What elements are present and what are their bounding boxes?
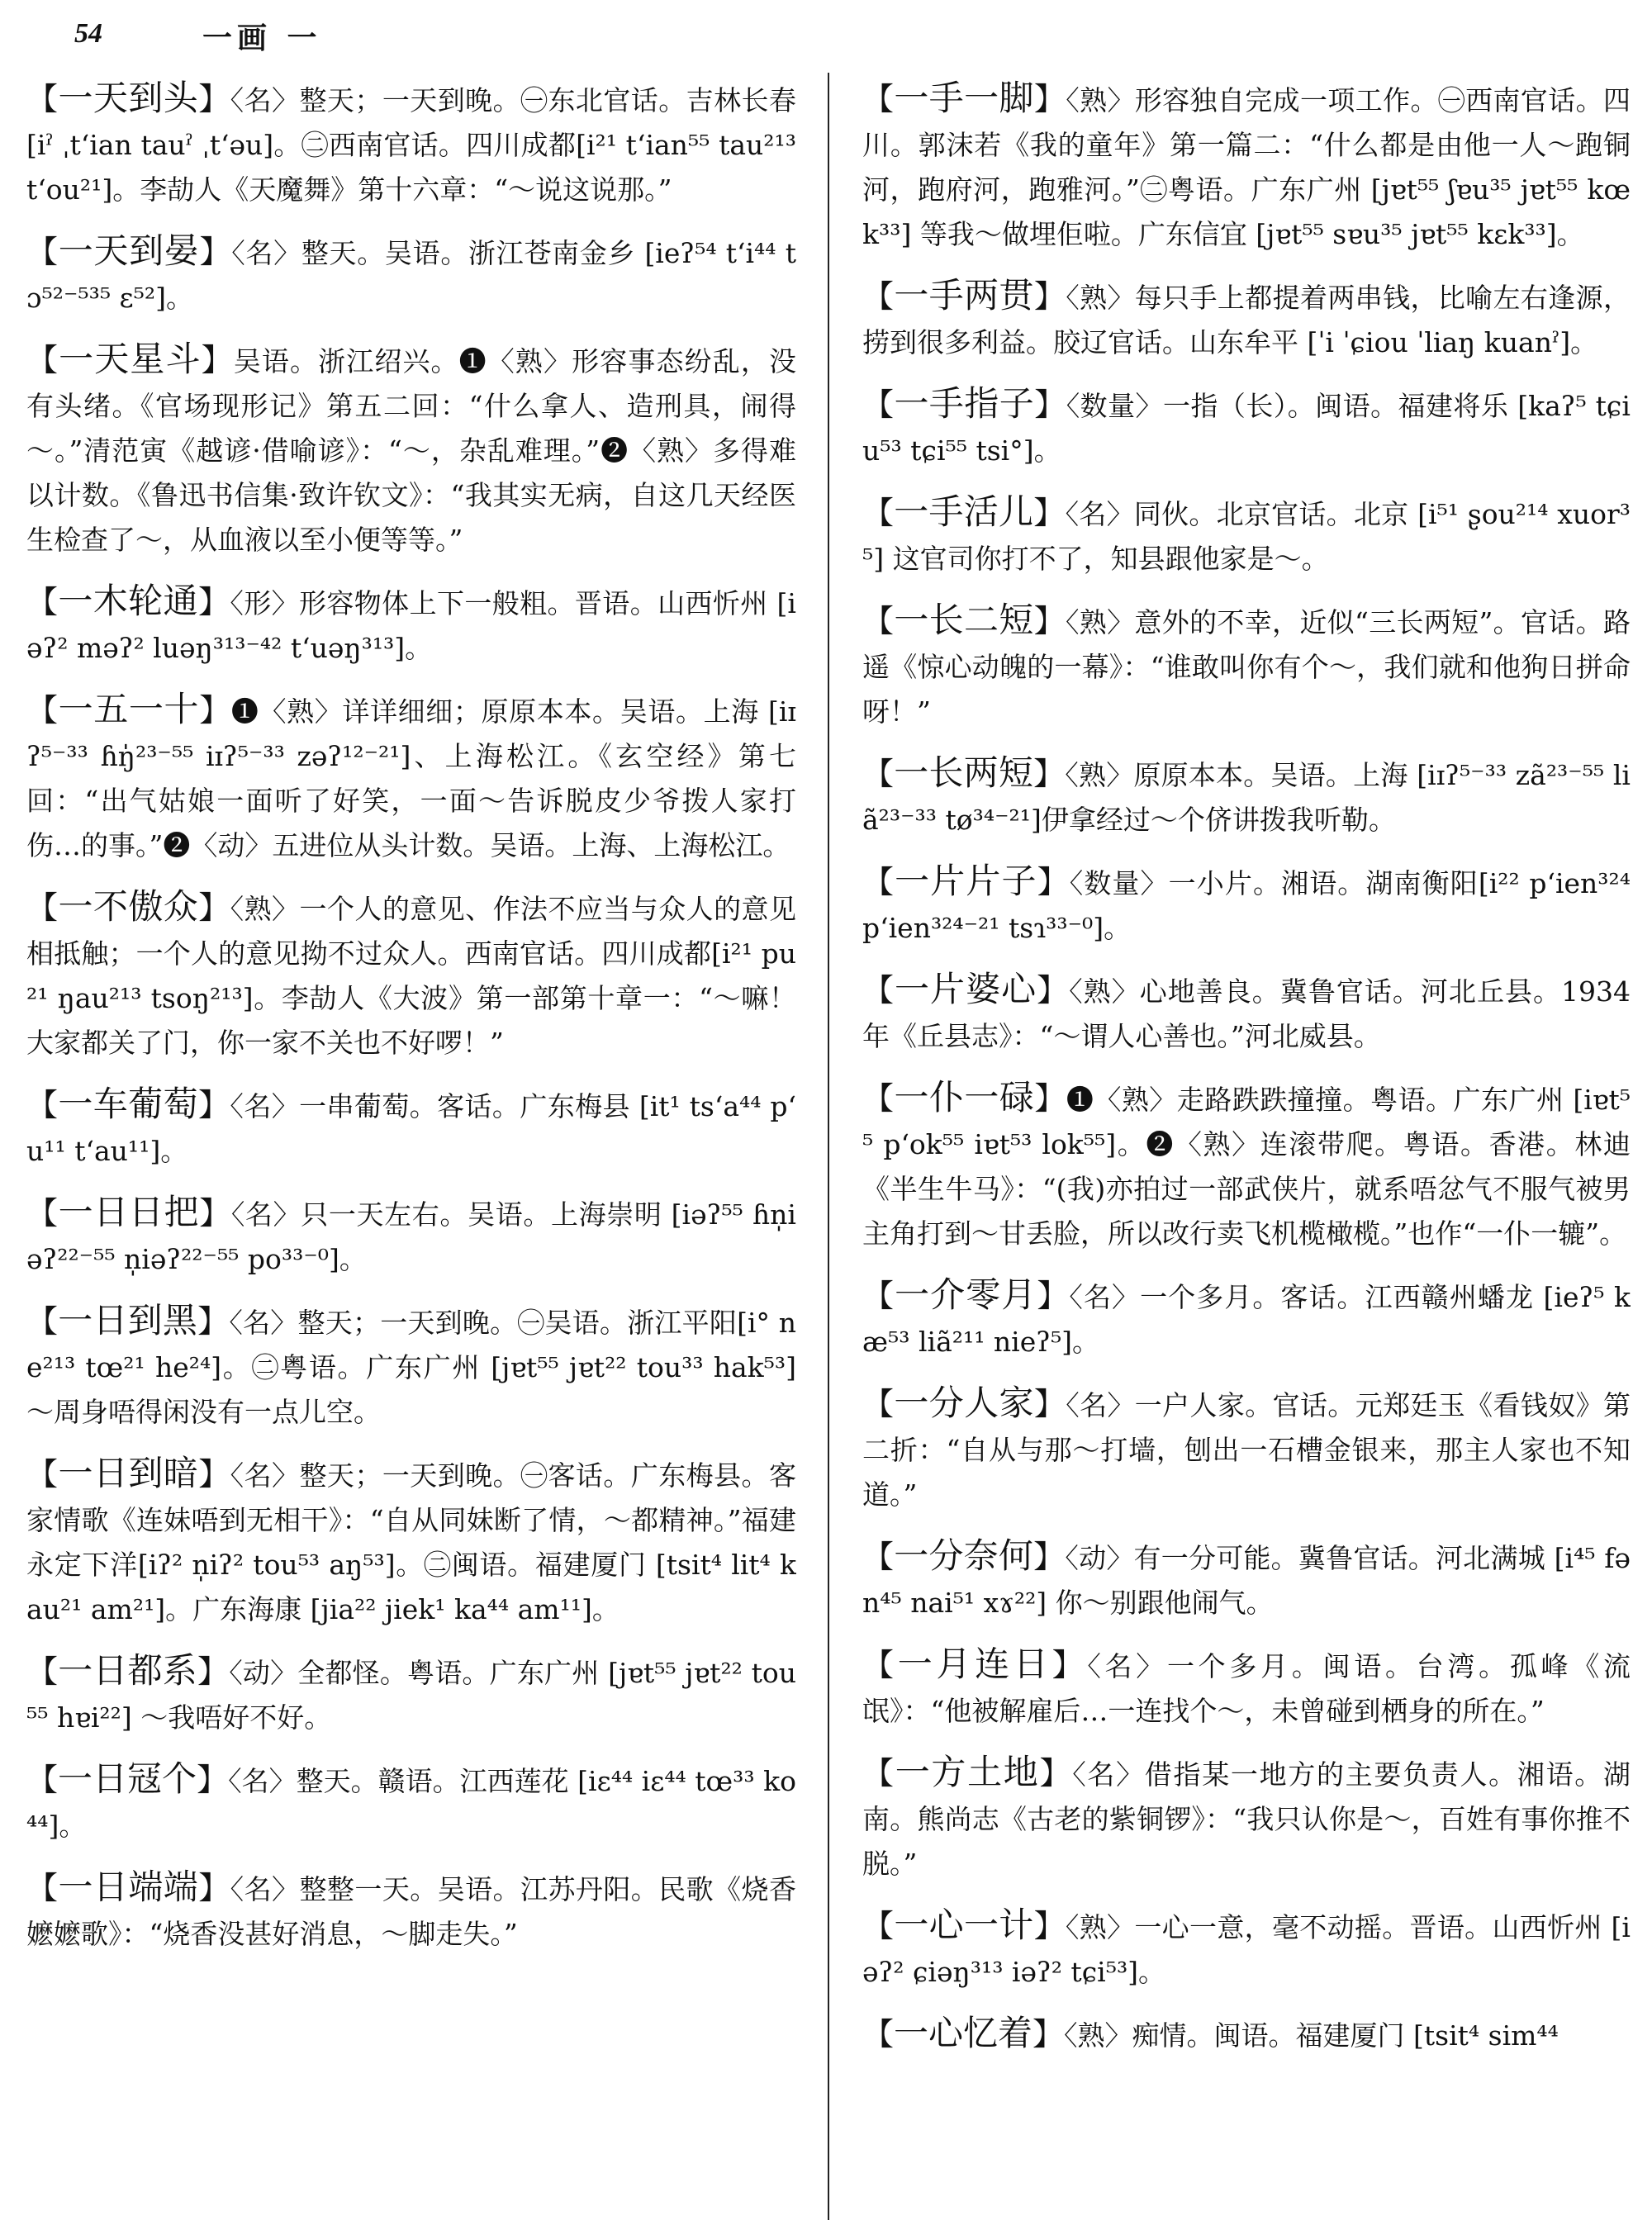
entry-headword: 一心忆着 [894, 2013, 1033, 2053]
entry-definition: 〈动〉有一分可能。冀鲁官话。河北满城 [i⁴⁵ fən⁴⁵ nai⁵¹ xɤ²²] 你～别跟他闹气。 [862, 1542, 1631, 1619]
entry-definition: 〈熟〉痴情。闽语。福建厦门 [tsit⁴ sim⁴⁴ [1064, 2019, 1559, 2052]
dictionary-entry: 【一长两短】〈熟〉原原本本。吴语。上海 [iɪʔ⁵⁻³³ zã²³⁻⁵⁵ liã²³⁻³³ tø³⁴⁻²¹]伊拿经过～个侪讲拨我听勒。 [862, 752, 1631, 836]
entry-definition: 〈名〉借指某一地方的主要负责人。湘语。湖南。熊尚志《古老的紫铜锣》：“我只认你是～，百姓有事你推不脱。” [862, 1758, 1631, 1880]
dictionary-entry: 【一日到黑】〈名〉整天；一天到晚。㊀吴语。浙江平阳[i° ne²¹³ tœ²¹ he²⁴]。㊁粤语。广东广州 [jɐt⁵⁵ jɐt²² tou³³ hak⁵³] ～周身唔得闲没有一点儿空。 [26, 1300, 796, 1428]
entry-headword: 一月连日 [897, 1644, 1052, 1684]
running-head: 一画 一 [202, 21, 322, 55]
dictionary-entry: 【一木轮通】〈形〉形容物体上下一般粗。晋语。山西忻州 [iəʔ² məʔ² luəŋ³¹³⁻⁴² tʻuəŋ³¹³]。 [26, 581, 796, 664]
entry-definition: 〈名〉一户人家。官话。元郑廷玉《看钱奴》第二折：“自从与那～打墙，刨出一石槽金银来，那主人家也不知道。” [862, 1389, 1631, 1511]
left-column [26, 76, 796, 2215]
entry-headword: 一片婆心 [895, 969, 1037, 1009]
entry-definition: 〈熟〉意外的不幸，近似“三长两短”。官话。路遥《惊心动魄的一幕》：“谁敢叫你有个～，我们就和他狗日拼命呀！” [862, 606, 1631, 728]
entry-headword: 一长两短 [894, 752, 1034, 793]
entry-definition: 〈熟〉一心一意，毫不动摇。晋语。山西忻州 [iəʔ² ɕiəŋ³¹³ iəʔ² tɕi⁵³]。 [862, 1911, 1631, 1988]
entry-definition: 〈名〉一个多月。客话。江西赣州蟠龙 [ieʔ⁵ kæ⁵³ liã²¹¹ nieʔ⁵]。 [862, 1281, 1631, 1358]
entry-headword: 一手一脚 [894, 78, 1034, 118]
entry-headword: 一五一十 [58, 689, 200, 729]
entry-headword: 一分奈何 [894, 1535, 1034, 1576]
entry-headword: 一日冦个 [58, 1758, 197, 1799]
dictionary-entry: 【一心忆着】〈熟〉痴情。闽语。福建厦门 [tsit⁴ sim⁴⁴ [862, 2013, 1559, 2053]
entry-definition: 〈名〉整天。赣语。江西莲花 [iɛ⁴⁴ iɛ⁴⁴ tœ³³ ko⁴⁴]。 [26, 1765, 796, 1842]
dictionary-entry: 【一手一脚】〈熟〉形容独自完成一项工作。㊀西南官话。四川。郭沫若《我的童年》第一篇二：“什么都是由他一人～跑铜河，跑府河，跑雅河。”㊁粤语。广东广州 [jɐt⁵⁵ ʃɐu³⁵ jɐt⁵⁵ kœk³³] 等我～做埋佢啦。广东信宜 [jɐt⁵⁵ sɐu³⁵ jɐt⁵⁵ kɛk³³]。 [862, 78, 1631, 250]
entry-definition: 〈名〉同伙。北京官话。北京 [i⁵¹ ʂou²¹⁴ xuor³⁵] 这官司你打不了，知县跟他家是～。 [862, 498, 1631, 575]
dictionary-entry: 【一天星斗】吴语。浙江绍兴。❶〈熟〉形容事态纷乱，没有头绪。《官场现形记》第五二回：“什么拿人、造刑具，闹得～。”清范寅《越谚·借喻谚》：“～，杂乱难理。”❷〈熟〉多得难以计数。《鲁迅书信集·致许钦文》：“我其实无病，自这几天经医生检查了～，从血液以至小便等等。” [26, 339, 796, 556]
dictionary-entry: 【一手活儿】〈名〉同伙。北京官话。北京 [i⁵¹ ʂou²¹⁴ xuor³⁵] 这官司你打不了，知县跟他家是～。 [862, 491, 1631, 575]
dictionary-entry: 【一长二短】〈熟〉意外的不幸，近似“三长两短”。官话。路遥《惊心动魄的一幕》：“谁敢叫你有个～，我们就和他狗日拼命呀！” [862, 600, 1631, 728]
dictionary-entry: 【一日都系】〈动〉全都怪。粤语。广东广州 [jɐt⁵⁵ jɐt²² tou⁵⁵ hɐi²²] ～我唔好不好。 [26, 1650, 796, 1734]
entry-headword: 一仆一碌 [894, 1077, 1035, 1117]
entry-definition: 〈名〉一个多月。闽语。台湾。孤峰《流氓》：“他被解雇后…一连找个～，未曾碰到栖身的所在。” [862, 1650, 1631, 1727]
entry-definition: 〈名〉整天；一天到晚。㊀东北官话。吉林长春[iˀ ˌtʻian tauˀ ˌtʻəu]。㊁西南官话。四川成都[i²¹ tʻian⁵⁵ tau²¹³ tʻou²¹]。李劼人《天魔舞》第十六章：“～说这说那。” [26, 84, 796, 206]
entry-definition: 〈动〉全都怪。粤语。广东广州 [jɐt⁵⁵ jɐt²² tou⁵⁵ hɐi²²] ～我唔好不好。 [26, 1657, 796, 1734]
right-column [862, 76, 1631, 2215]
entry-definition: 〈形〉形容物体上下一般粗。晋语。山西忻州 [iəʔ² məʔ² luəŋ³¹³⁻⁴² tʻuəŋ³¹³]。 [26, 587, 796, 664]
entry-definition: 〈名〉一串葡萄。客话。广东梅县 [it¹ tsʻa⁴⁴ pʻu¹¹ tʻau¹¹]。 [26, 1090, 796, 1167]
column-divider [828, 73, 829, 2220]
entry-headword: 一日端端 [58, 1867, 199, 1907]
dictionary-entry: 【一片婆心】〈熟〉心地善良。冀鲁官话。河北丘县。1934年《丘县志》：“～谓人心善也。”河北威县。 [862, 969, 1631, 1052]
entry-headword: 一手指子 [894, 383, 1035, 424]
dictionary-entry: 【一日端端】〈名〉整整一天。吴语。江苏丹阳。民歌《烧香嬷嬷歌》：“烧香没甚好消息，～脚走失。” [26, 1867, 796, 1950]
page-header [33, 15, 1619, 59]
dictionary-entry: 【一日日把】〈名〉只一天左右。吴语。上海崇明 [iəʔ⁵⁵ ɦn̩iəʔ²²⁻⁵⁵ n̩iəʔ²²⁻⁵⁵ po³³⁻⁰]。 [26, 1192, 796, 1275]
entry-definition: 〈名〉整整一天。吴语。江苏丹阳。民歌《烧香嬷嬷歌》：“烧香没甚好消息，～脚走失。” [26, 1873, 796, 1950]
entry-definition: 〈名〉整天；一天到晚。㊀吴语。浙江平阳[i° ne²¹³ tœ²¹ he²⁴]。㊁粤语。广东广州 [jɐt⁵⁵ jɐt²² tou³³ hak⁵³] ～周身唔得闲没有一点儿空。 [26, 1307, 796, 1428]
entry-headword: 一分人家 [894, 1383, 1034, 1423]
dictionary-entry: 【一手两贯】〈熟〉每只手上都提着两串钱，比喻左右逢源，捞到很多利益。胶辽官话。山东牟平 [ˈi ˈɕiou ˈliaŋ kuanˀ]。 [862, 275, 1631, 358]
entry-headword: 一日到黑 [58, 1300, 198, 1340]
entry-headword: 一手两贯 [894, 275, 1034, 316]
entry-headword: 一方土地 [895, 1752, 1040, 1792]
entry-definition: 〈名〉只一天左右。吴语。上海崇明 [iəʔ⁵⁵ ɦn̩iəʔ²²⁻⁵⁵ n̩iəʔ²²⁻⁵⁵ po³³⁻⁰]。 [26, 1198, 796, 1275]
entry-headword: 一日到暗 [58, 1453, 199, 1493]
dictionary-entry: 【一月连日】〈名〉一个多月。闽语。台湾。孤峰《流氓》：“他被解雇后…一连找个～，未曾碰到栖身的所在。” [862, 1644, 1631, 1727]
entry-headword: 一不傲众 [58, 886, 199, 927]
entry-definition: 〈熟〉原原本本。吴语。上海 [iɪʔ⁵⁻³³ zã²³⁻⁵⁵ liã²³⁻³³ tø³⁴⁻²¹]伊拿经过～个侪讲拨我听勒。 [862, 759, 1631, 836]
entry-headword: 一天到头 [58, 78, 199, 118]
entry-headword: 一片片子 [895, 861, 1037, 901]
dictionary-entry: 【一手指子】〈数量〉一指（长）。闽语。福建将乐 [kaʔ⁵ tɕiu⁵³ tɕi⁵⁵ tsi°]。 [862, 383, 1631, 467]
entry-headword: 一手活儿 [894, 491, 1034, 532]
entry-headword: 一车葡萄 [58, 1084, 199, 1124]
page-number: 54 [74, 18, 102, 49]
dictionary-entry: 【一心一计】〈熟〉一心一意，毫不动摇。晋语。山西忻州 [iəʔ² ɕiəŋ³¹³ iəʔ² tɕi⁵³]。 [862, 1905, 1631, 1988]
dictionary-entry: 【一方土地】〈名〉借指某一地方的主要负责人。湘语。湖南。熊尚志《古老的紫铜锣》：“我只认你是～，百姓有事你推不脱。” [862, 1752, 1631, 1880]
entry-headword: 一心一计 [894, 1905, 1034, 1945]
entry-definition: 〈名〉整天；一天到晚。㊀客话。广东梅县。客家情歌《连妹唔到无相干》：“自从同妹断了情，～都精神。”福建永定下洋[iʔ² n̩iʔ² tou⁵³ aŋ⁵³]。㊁闽语。福建厦门 [tsit⁴ lit⁴ kau²¹ am²¹]。广东海康 [jia²² jiek¹ ka⁴⁴ am¹¹]。 [26, 1459, 796, 1625]
dictionary-entry: 【一日到暗】〈名〉整天；一天到晚。㊀客话。广东梅县。客家情歌《连妹唔到无相干》：“自从同妹断了情，～都精神。”福建永定下洋[iʔ² n̩iʔ² tou⁵³ aŋ⁵³]。㊁闽语。福建厦门 [tsit⁴ lit⁴ kau²¹ am²¹]。广东海康 [jia²² jiek¹ ka⁴⁴ am¹¹]。 [26, 1453, 796, 1625]
dictionary-entry: 【一天到头】〈名〉整天；一天到晚。㊀东北官话。吉林长春[iˀ ˌtʻian tauˀ ˌtʻəu]。㊁西南官话。四川成都[i²¹ tʻian⁵⁵ tau²¹³ tʻou²¹]。李劼人《天魔舞》第十六章：“～说这说那。” [26, 78, 796, 206]
entry-definition: ❶〈熟〉走路跌跌撞撞。粤语。广东广州 [iɐt⁵⁵ pʻok⁵⁵ iɐt⁵³ lok⁵⁵]。❷〈熟〉连滚带爬。粤语。香港。林迪《半生牛马》：“(我)亦拍过一部武侠片，就系唔忿气不服气被男主角打到～甘丢脸，所以改行卖飞机榄橄榄。”也作“一仆一辘”。 [862, 1084, 1631, 1250]
entry-headword: 一长二短 [894, 600, 1034, 640]
entry-definition: 吴语。浙江绍兴。❶〈熟〉形容事态纷乱，没有头绪。《官场现形记》第五二回：“什么拿人、造刑具，闹得～。”清范寅《越谚·借喻谚》：“～，杂乱难理。”❷〈熟〉多得难以计数。《鲁迅书信集·致许钦文》：“我其实无病，自这几天经医生检查了～，从血液以至小便等等。” [26, 345, 796, 556]
entry-headword: 一介零月 [895, 1274, 1037, 1315]
entry-definition: ❶〈熟〉详详细细；原原本本。吴语。上海 [iɪʔ⁵⁻³³ ɦŋ̍²³⁻⁵⁵ iɪʔ⁵⁻³³ zəʔ¹²⁻²¹]、上海松江。《玄空经》第七回：“出气姑娘一面听了好笑，一面～告诉脱皮少爷拨人家打伤…的事。”❷〈动〉五进位从头计数。吴语。上海、上海松江。 [26, 695, 796, 861]
dictionary-entry: 【一日冦个】〈名〉整天。赣语。江西莲花 [iɛ⁴⁴ iɛ⁴⁴ tœ³³ ko⁴⁴]。 [26, 1758, 796, 1842]
entry-definition: 〈熟〉一个人的意见、作法不应当与众人的意见相抵触；一个人的意见拗不过众人。西南官话。四川成都[i²¹ pu²¹ ŋau²¹³ tsoŋ²¹³]。李劼人《大波》第一部第十章一：“～嘛！大家都关了门，你一家不关也不好啰！” [26, 893, 796, 1059]
dictionary-entry: 【一不傲众】〈熟〉一个人的意见、作法不应当与众人的意见相抵触；一个人的意见拗不过众人。西南官话。四川成都[i²¹ pu²¹ ŋau²¹³ tsoŋ²¹³]。李劼人《大波》第一部第十章一：“～嘛！大家都关了门，你一家不关也不好啰！” [26, 886, 796, 1059]
entry-headword: 一日日把 [58, 1192, 200, 1232]
dictionary-entry: 【一介零月】〈名〉一个多月。客话。江西赣州蟠龙 [ieʔ⁵ kæ⁵³ liã²¹¹ nieʔ⁵]。 [862, 1274, 1631, 1358]
dictionary-entry: 【一五一十】❶〈熟〉详详细细；原原本本。吴语。上海 [iɪʔ⁵⁻³³ ɦŋ̍²³⁻⁵⁵ iɪʔ⁵⁻³³ zəʔ¹²⁻²¹]、上海松江。《玄空经》第七回：“出气姑娘一面听了好笑，一面～告诉脱皮少爷拨人家打伤…的事。”❷〈动〉五进位从头计数。吴语。上海、上海松江。 [26, 689, 796, 861]
dictionary-entry: 【一分奈何】〈动〉有一分可能。冀鲁官话。河北满城 [i⁴⁵ fən⁴⁵ nai⁵¹ xɤ²²] 你～别跟他闹气。 [862, 1535, 1631, 1619]
dictionary-entry: 【一分人家】〈名〉一户人家。官话。元郑廷玉《看钱奴》第二折：“自从与那～打墙，刨出一石槽金银来，那主人家也不知道。” [862, 1383, 1631, 1511]
dictionary-entry: 【一车葡萄】〈名〉一串葡萄。客话。广东梅县 [it¹ tsʻa⁴⁴ pʻu¹¹ tʻau¹¹]。 [26, 1084, 796, 1167]
entry-headword: 一天星斗 [59, 339, 202, 379]
entry-headword: 一日都系 [58, 1650, 197, 1691]
entry-headword: 一木轮通 [58, 581, 198, 621]
dictionary-entry: 【一天到晏】〈名〉整天。吴语。浙江苍南金乡 [ieʔ⁵⁴ tʻi⁴⁴ tɔ⁵²⁻⁵³⁵ ɛ⁵²]。 [26, 230, 796, 314]
entry-definition: 〈熟〉心地善良。冀鲁官话。河北丘县。1934年《丘县志》：“～谓人心善也。”河北威县。 [862, 975, 1631, 1052]
entry-headword: 一天到晏 [58, 230, 200, 271]
entry-definition: 〈熟〉每只手上都提着两串钱，比喻左右逢源，捞到很多利益。胶辽官话。山东牟平 [ˈi ˈɕiou ˈliaŋ kuanˀ]。 [862, 282, 1631, 358]
dictionary-entry: 【一片片子】〈数量〉一小片。湘语。湖南衡阳[i²² pʻien³²⁴ pʻien³²⁴⁻²¹ tsɿ³³⁻⁰]。 [862, 861, 1631, 944]
entry-definition: 〈数量〉一指（长）。闽语。福建将乐 [kaʔ⁵ tɕiu⁵³ tɕi⁵⁵ tsi°]。 [862, 390, 1631, 467]
entry-definition: 〈名〉整天。吴语。浙江苍南金乡 [ieʔ⁵⁴ tʻi⁴⁴ tɔ⁵²⁻⁵³⁵ ɛ⁵²]。 [26, 237, 796, 314]
entry-definition: 〈数量〉一小片。湘语。湖南衡阳[i²² pʻien³²⁴ pʻien³²⁴⁻²¹ tsɿ³³⁻⁰]。 [862, 867, 1631, 944]
entry-definition: 〈熟〉形容独自完成一项工作。㊀西南官话。四川。郭沫若《我的童年》第一篇二：“什么都是由他一人～跑铜河，跑府河，跑雅河。”㊁粤语。广东广州 [jɐt⁵⁵ ʃɐu³⁵ jɐt⁵⁵ kœk³³] 等我～做埋佢啦。广东信宜 [jɐt⁵⁵ sɐu³⁵ jɐt⁵⁵ kɛk³³]。 [862, 84, 1631, 250]
dictionary-entry: 【一仆一碌】❶〈熟〉走路跌跌撞撞。粤语。广东广州 [iɐt⁵⁵ pʻok⁵⁵ iɐt⁵³ lok⁵⁵]。❷〈熟〉连滚带爬。粤语。香港。林迪《半生牛马》：“(我)亦拍过一部武侠片，就系唔忿气不服气被男主角打到～甘丢脸，所以改行卖飞机榄橄榄。”也作“一仆一辘”。 [862, 1077, 1631, 1250]
